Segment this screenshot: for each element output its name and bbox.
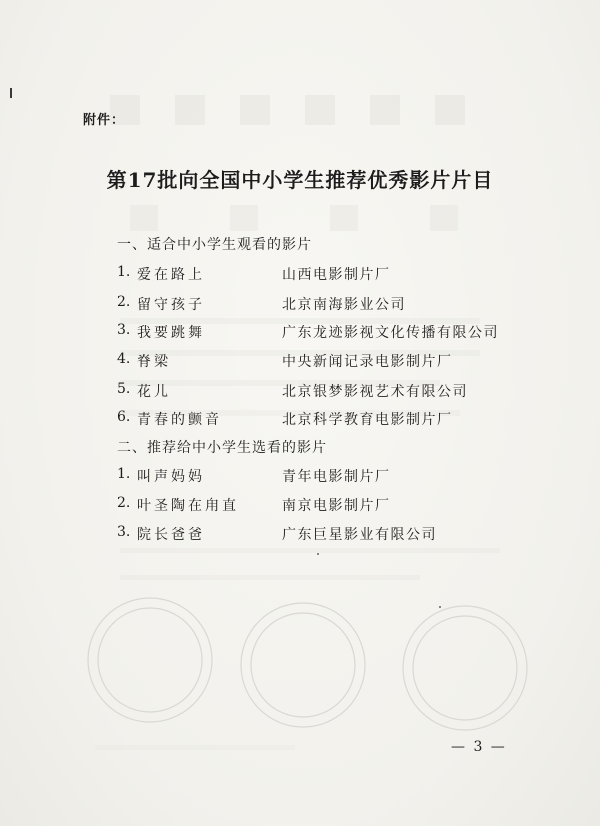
- film-title: 叶圣陶在甪直: [137, 498, 239, 514]
- film-studio: 广东巨星影业有限公司: [282, 527, 437, 543]
- film-list-item: [117, 524, 537, 544]
- film-studio: 青年电影制片厂: [282, 469, 391, 485]
- item-number: 1.: [117, 466, 131, 482]
- film-title: 青春的颤音: [137, 412, 222, 428]
- film-studio: 北京科学教育电影制片厂: [282, 412, 453, 428]
- film-list-item: [117, 351, 537, 371]
- film-list-item: [117, 322, 537, 342]
- faint-seal-middle: [241, 603, 365, 727]
- page-number: — 3 —: [451, 739, 507, 755]
- item-number: 2.: [117, 294, 131, 310]
- film-list-item: [117, 495, 537, 515]
- film-title: 爱在路上: [137, 267, 205, 283]
- item-number: 2.: [117, 495, 131, 511]
- film-title: 脊梁: [137, 354, 171, 370]
- faint-seal-left: [88, 598, 212, 722]
- item-number: 4.: [117, 351, 131, 367]
- document-title: 第17批向全国中小学生推荐优秀影片片目: [106, 168, 494, 192]
- film-list-item: [117, 409, 537, 429]
- section-heading-1: 一、适合中小学生观看的影片: [117, 237, 312, 253]
- faint-seal-right: [403, 606, 527, 730]
- film-list-item: [117, 381, 537, 401]
- film-studio: 山西电影制片厂: [282, 267, 391, 283]
- item-number: 6.: [117, 409, 131, 425]
- item-number: 1.: [117, 264, 131, 280]
- film-title: 叫声妈妈: [137, 469, 205, 485]
- film-studio: 中央新闻记录电影制片厂: [282, 354, 453, 370]
- film-title: 花儿: [137, 384, 171, 400]
- scan-mark: [10, 88, 12, 98]
- film-studio: 北京南海影业公司: [282, 297, 406, 313]
- section-heading-2: 二、推荐给中小学生选看的影片: [117, 440, 327, 456]
- film-studio: 北京银梦影视艺术有限公司: [282, 384, 468, 400]
- film-title: 留守孩子: [137, 297, 205, 313]
- item-number: 3.: [117, 524, 131, 540]
- attachment-label: 附件：: [83, 113, 126, 128]
- film-list-item: [117, 264, 537, 284]
- item-number: 3.: [117, 322, 131, 338]
- film-title: 我要跳舞: [137, 325, 205, 341]
- film-list-item: [117, 466, 537, 486]
- film-title: 院长爸爸: [137, 527, 205, 543]
- film-list-item: [117, 294, 537, 314]
- item-number: 5.: [117, 381, 131, 397]
- film-studio: 南京电影制片厂: [282, 498, 391, 514]
- film-studio: 广东龙迹影视文化传播有限公司: [282, 325, 499, 341]
